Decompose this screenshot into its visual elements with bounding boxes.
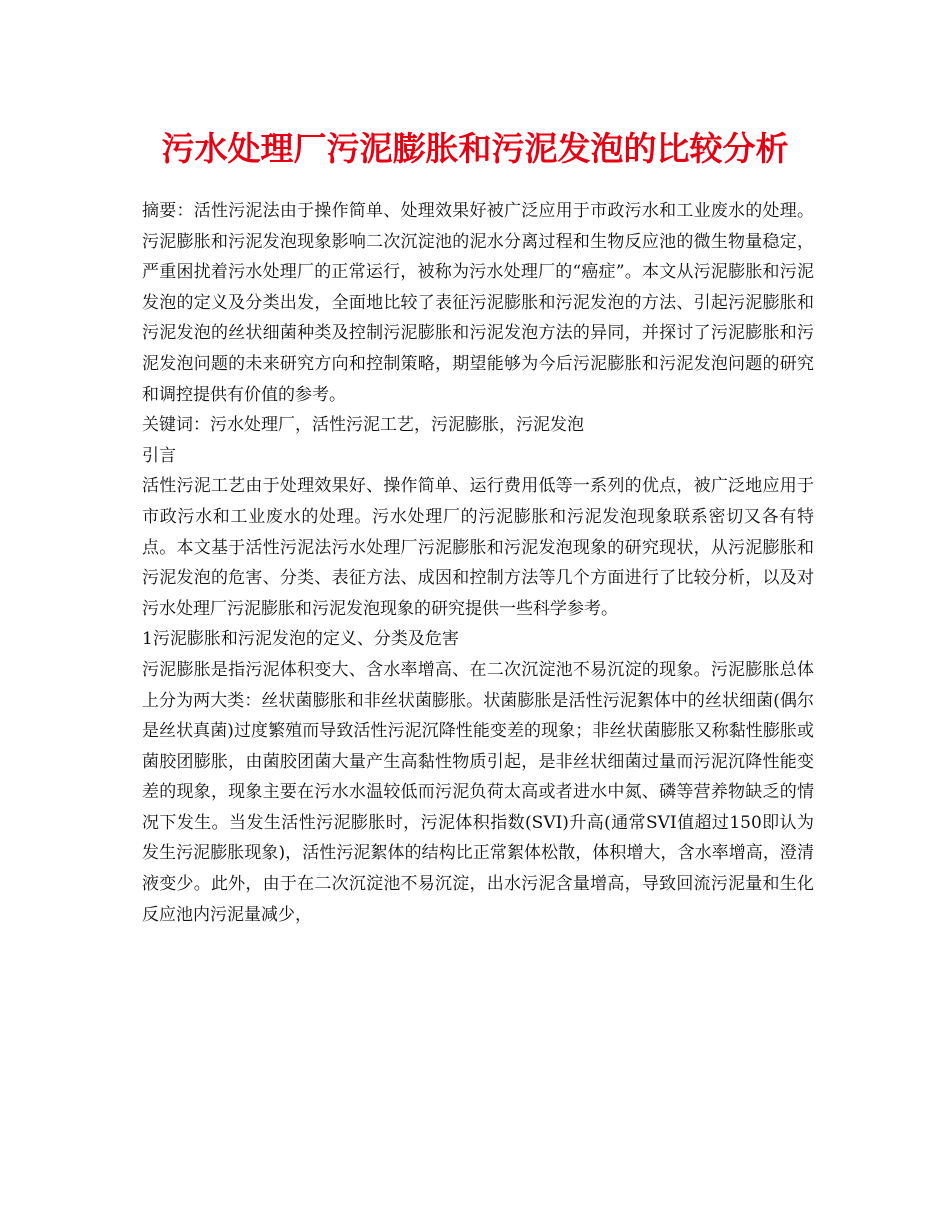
document-body (142, 196, 814, 930)
keywords-line: 关键词：污水处理厂，活性污泥工艺，污泥膨胀，污泥发泡 (142, 415, 584, 436)
section-1-paragraph: 污泥膨胀是指污泥体积变大、含水率增高、在二次沉淀池不易沉淀的现象。污泥膨胀总体上分为两大类：丝状菌膨胀和非丝状菌膨胀。状菌膨胀是活性污泥絮体中的丝状细菌(偶尔是丝状真菌)过度繁殖而导致活性污泥沉降性能变差的现象；非丝状菌膨胀又称黏性膨胀或菌胶团膨胀，由菌胶团菌大量产生高黏性物质引起，是非丝状细菌过量而污泥沉降性能变差的现象，现象主要在污水水温较低而污泥负荷太高或者进水中氮、磷等营养物缺乏的情况下发生。当发生活性污泥膨胀时，污泥体积指数(SVI)升高(通常SVI值超过150即认为发生污泥膨胀现象)，活性污泥絮体的结构比正常絮体松散，体积增大，含水率增高，澄清液变少。此外，由于在二次沉淀池不易沉淀，出水污泥含量增高，导致回流污泥量和生化反应池内污泥量减少， (142, 659, 814, 925)
intro-paragraph: 活性污泥工艺由于处理效果好、操作简单、运行费用低等一系列的优点，被广泛地应用于市政污水和工业废水的处理。污水处理厂的污泥膨胀和污泥发泡现象联系密切又各有特点。本文基于活性污泥法污水处理厂污泥膨胀和污泥发泡现象的研究现状，从污泥膨胀和污泥发泡的危害、分类、表征方法、成因和控制方法等几个方面进行了比较分析，以及对污水处理厂污泥膨胀和污泥发泡现象的研究提供一些科学参考。 (142, 476, 814, 619)
abstract-paragraph: 摘要：活性污泥法由于操作简单、处理效果好被广泛应用于市政污水和工业废水的处理。污泥膨胀和污泥发泡现象影响二次沉淀池的泥水分离过程和生物反应池的微生物量稳定，严重困扰着污水处理厂的正常运行，被称为污水处理厂的“癌症”。本文从污泥膨胀和污泥发泡的定义及分类出发，全面地比较了表征污泥膨胀和污泥发泡的方法、引起污泥膨胀和污泥发泡的丝状细菌种类及控制污泥膨胀和污泥发泡方法的异同，并探讨了污泥膨胀和污泥发泡问题的未来研究方向和控制策略，期望能够为今后污泥膨胀和污泥发泡问题的研究和调控提供有价值的参考。 (142, 201, 814, 405)
section-1-heading: 1污泥膨胀和污泥发泡的定义、分类及危害 (142, 629, 459, 650)
intro-heading: 引言 (142, 445, 176, 466)
document-title: 污水处理厂污泥膨胀和污泥发泡的比较分析 (161, 129, 789, 168)
